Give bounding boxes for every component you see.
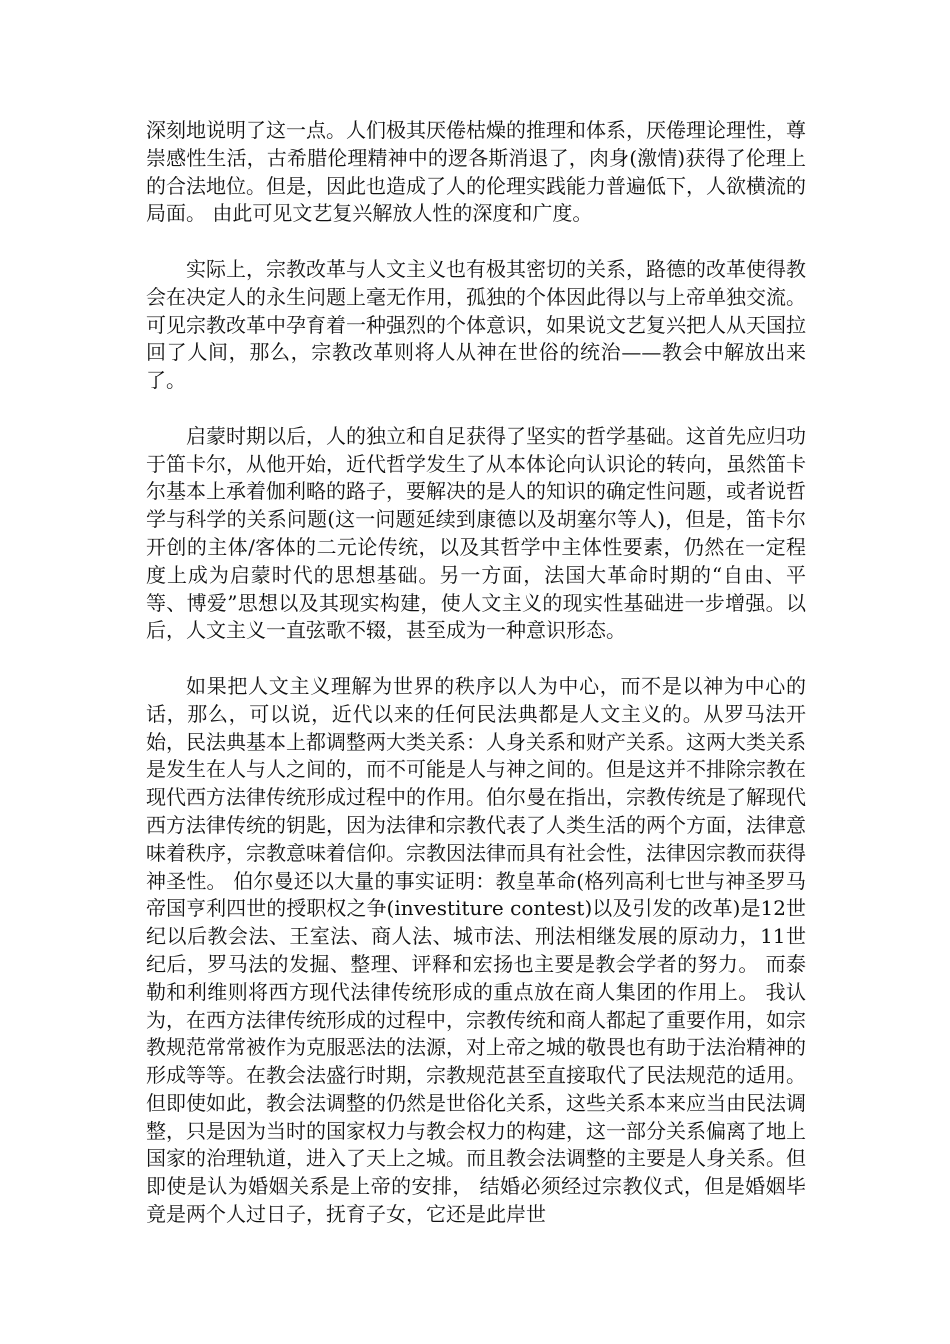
paragraph-2: 实际上，宗教改革与人文主义也有极其密切的关系，路德的改革使得教会在决定人的永生问题上毫无作用，孤独的个体因此得以与上帝单独交流。可见宗教改革中孕育着一种强烈的个体意识，如果说文艺复兴把人从天国拉回了人间，那么，宗教改革则将人从神在世俗的统治——教会中解放出来了。 (146, 256, 806, 393)
paragraph-1: 深刻地说明了这一点。人们极其厌倦枯燥的推理和体系，厌倦理论理性，尊崇感性生活，古希腊伦理精神中的逻各斯消退了，肉身(激情)获得了伦理上的合法地位。但是，因此也造成了人的伦理实践能力普遍低下，人欲横流的局面。 由此可见文艺复兴解放人性的深度和广度。 (146, 118, 806, 226)
document-body (146, 117, 806, 1229)
paragraph-4: 如果把人文主义理解为世界的秩序以人为中心，而不是以神为中心的话，那么，可以说，近代以来的任何民法典都是人文主义的。从罗马法开始，民法典基本上都调整两大类关系：人身关系和财产关系。这两大类关系是发生在人与人之间的，而不可能是人与神之间的。但是这并不排除宗教在现代西方法律传统形成过程中的作用。伯尔曼在指出，宗教传统是了解现代西方法律传统的钥匙，因为法律和宗教代表了人类生活的两个方面，法律意味着秩序，宗教意味着信仰。宗教因法律而具有社会性，法律因宗教而获得神圣性。 伯尔曼还以大量的事实证明：教皇革命(格列高利七世与神圣罗马帝国亨利四世的授职权之争(investiture contest)以及引发的改革)是12世纪以后教会法、王室法、商人法、城市法、刑法相继发展的原动力，11世纪后，罗马法的发掘、整理、评释和宏扬也主要是教会学者的努力。 而泰勒和利维则将西方现代法律传统形成的重点放在商人集团的作用上。 我认为，在西方法律传统形成的过程中，宗教传统和商人都起了重要作用，如宗教规范常常被作为克服恶法的法源，对上帝之城的敬畏也有助于法治精神的形成等等。在教会法盛行时期，宗教规范甚至直接取代了民法规范的适用。但即使如此，教会法调整的仍然是世俗化关系，这些关系本来应当由民法调整，只是因为当时的国家权力与教会权力的构建，这一部分关系偏离了地上国家的治理轨道，进入了天上之城。而且教会法调整的主要是人身关系。但即使是认为婚姻关系是上帝的安排， 结婚必须经过宗教仪式，但是婚姻毕竟是两个人过日子，抚育子女，它还是此岸世 (146, 673, 806, 1227)
paragraph-3: 启蒙时期以后，人的独立和自足获得了坚实的哲学基础。这首先应归功于笛卡尔，从他开始，近代哲学发生了从本体论向认识论的转向，虽然笛卡尔基本上承着伽利略的路子，要解决的是人的知识的确定性问题，或者说哲学与科学的关系问题(这一问题延续到康德以及胡塞尔等人)，但是，笛卡尔开创的主体/客体的二元论传统，以及其哲学中主体性要素，仍然在一定程度上成为启蒙时代的思想基础。另一方面，法国大革命时期的“自由、平等、博爱”思想以及其现实构建，使人文主义的现实性基础进一步增强。以后，人文主义一直弦歌不辍，甚至成为一种意识形态。 (146, 423, 806, 643)
